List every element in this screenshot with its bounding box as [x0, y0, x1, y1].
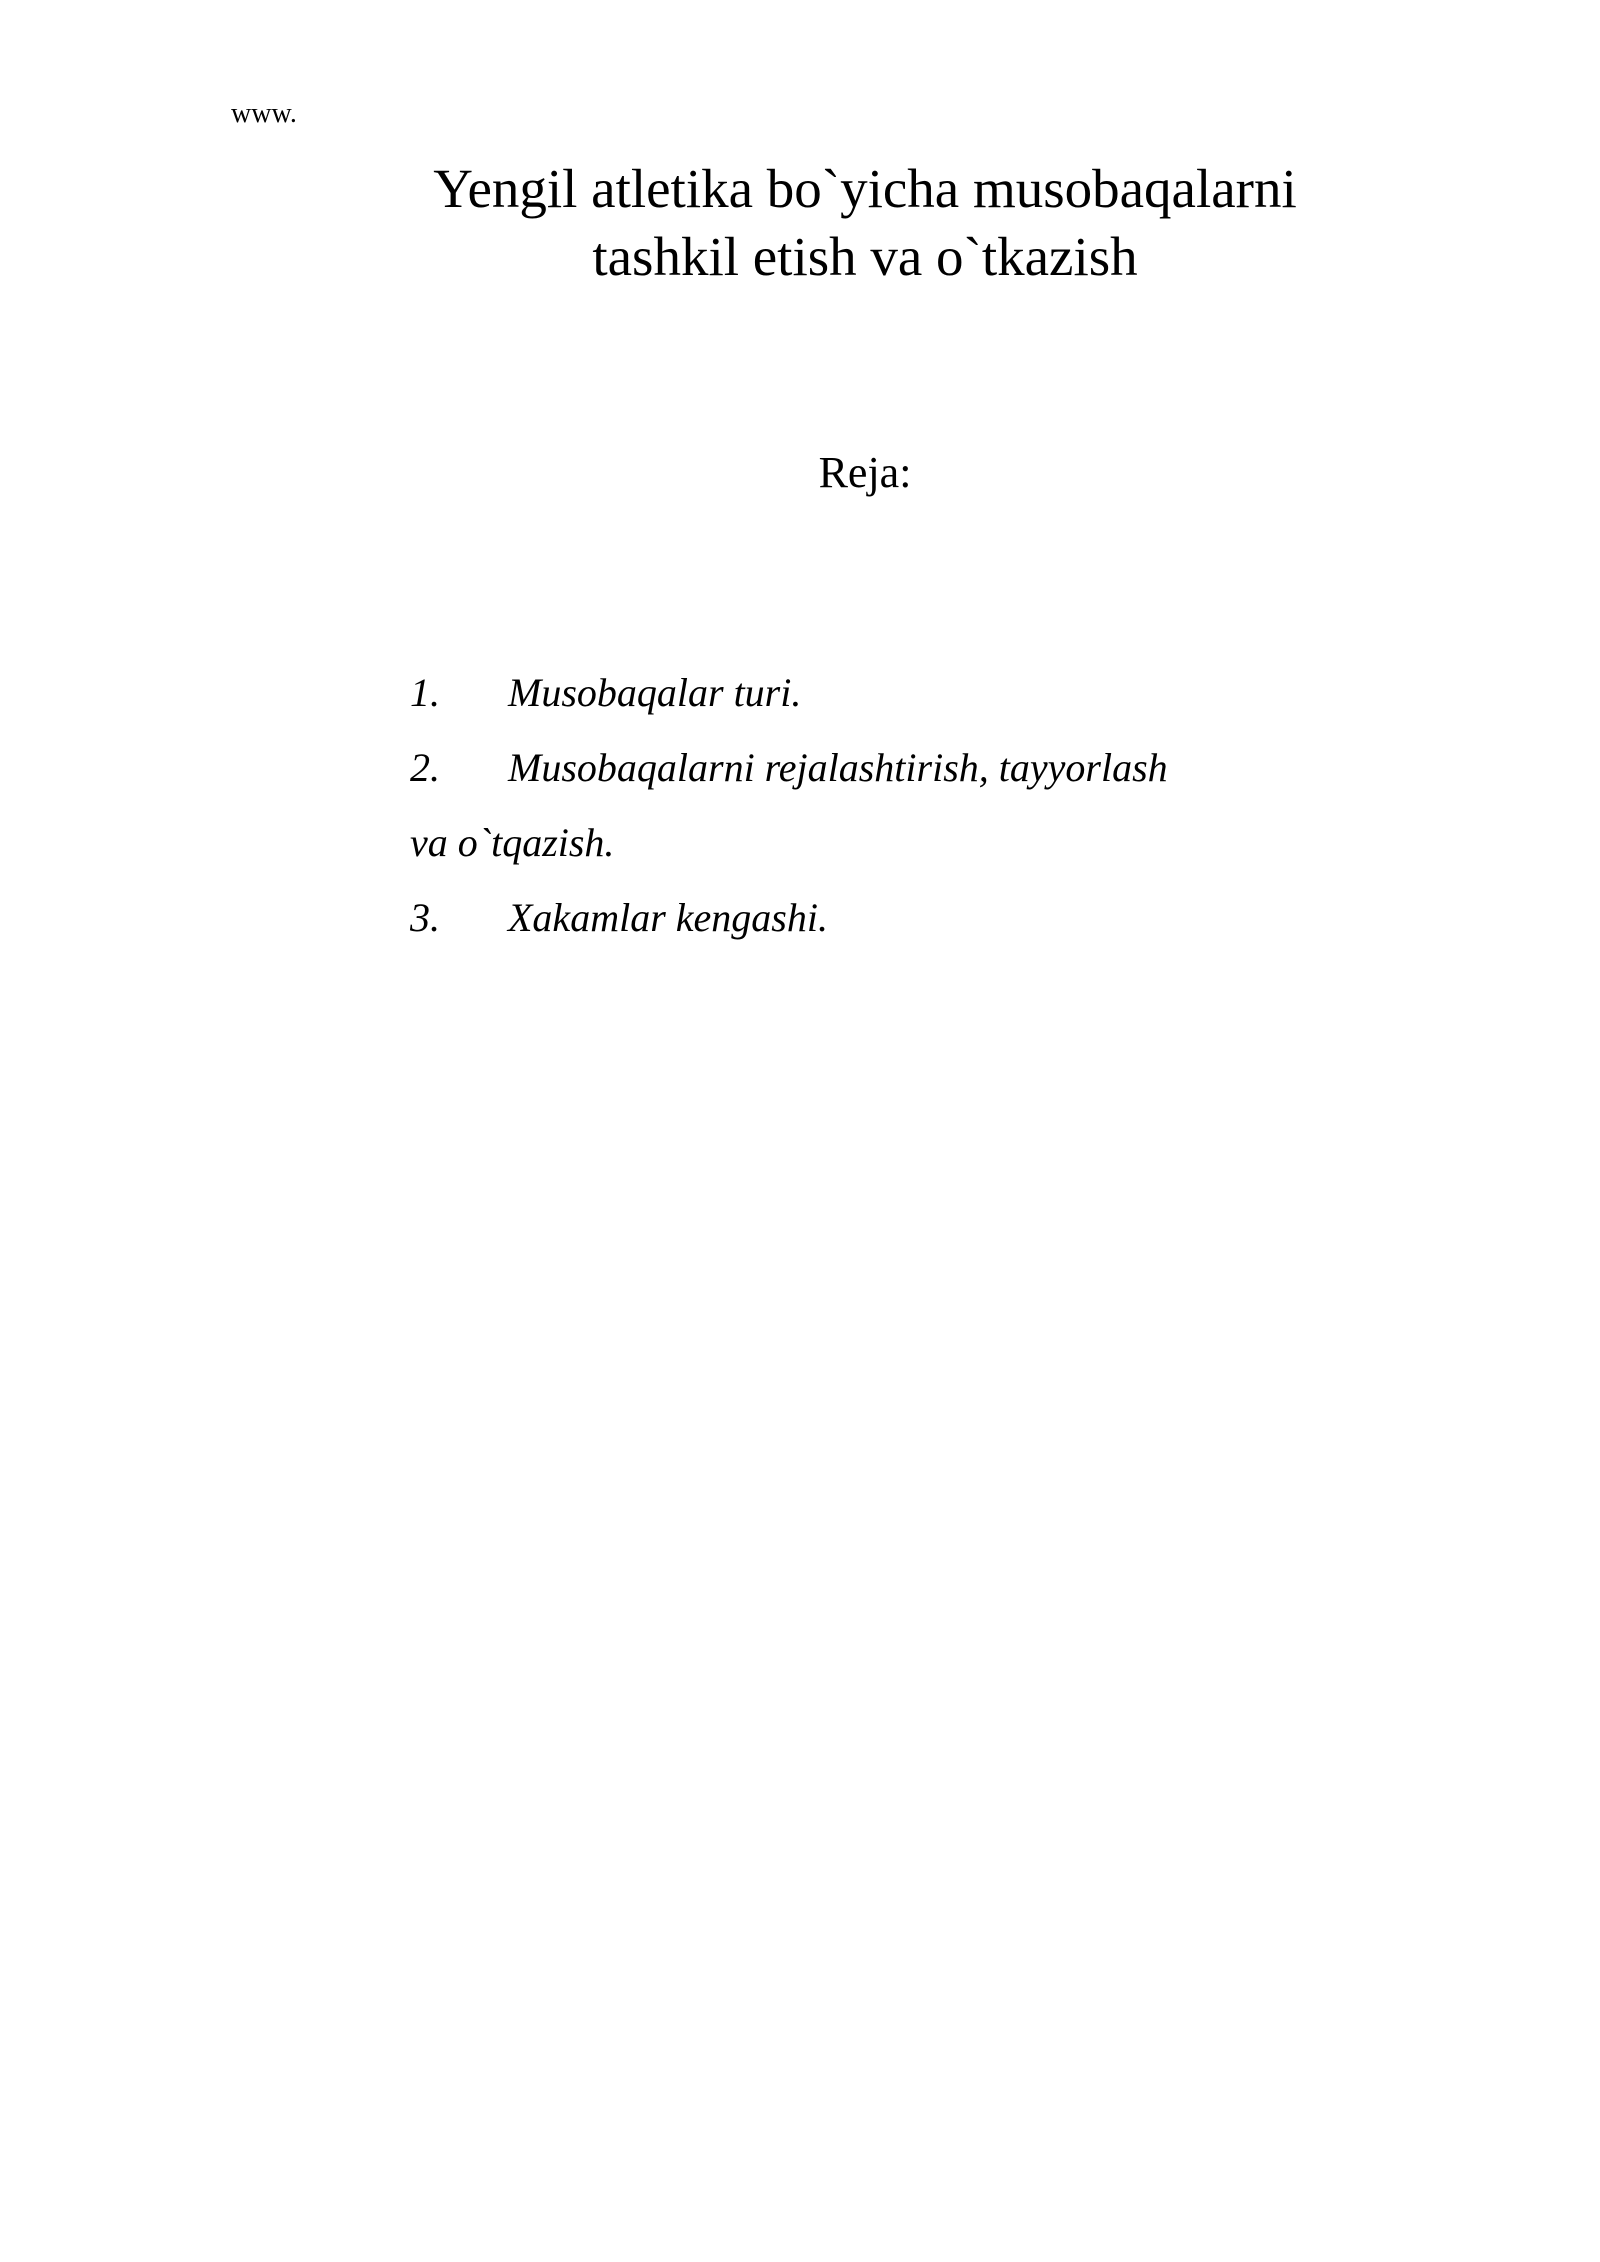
header-url: www.: [231, 98, 297, 129]
document-title-line-2: tashkil etish va o`tkazish: [592, 226, 1138, 287]
plan-item-continuation: va o`tqazish.: [410, 820, 615, 865]
document-title: [300, 155, 1430, 291]
plan-list: [410, 655, 1310, 955]
plan-item-number: 3.: [410, 895, 440, 940]
plan-item-2: [410, 730, 1310, 880]
plan-item-1: [410, 655, 1310, 730]
plan-item-text: Xakamlar kengashi.: [508, 895, 828, 940]
plan-item-number: 2.: [410, 745, 440, 790]
plan-item-text: Musobaqalar turi.: [508, 670, 802, 715]
plan-item-number: 1.: [410, 670, 440, 715]
document-title-line-1: Yengil atletika bo`yicha musobaqalarni: [433, 158, 1297, 219]
plan-heading: Reja:: [818, 448, 912, 497]
plan-item-text: Musobaqalarni rejalashtirish, tayyorlash: [508, 745, 1168, 790]
plan-item-3: [410, 880, 1310, 955]
